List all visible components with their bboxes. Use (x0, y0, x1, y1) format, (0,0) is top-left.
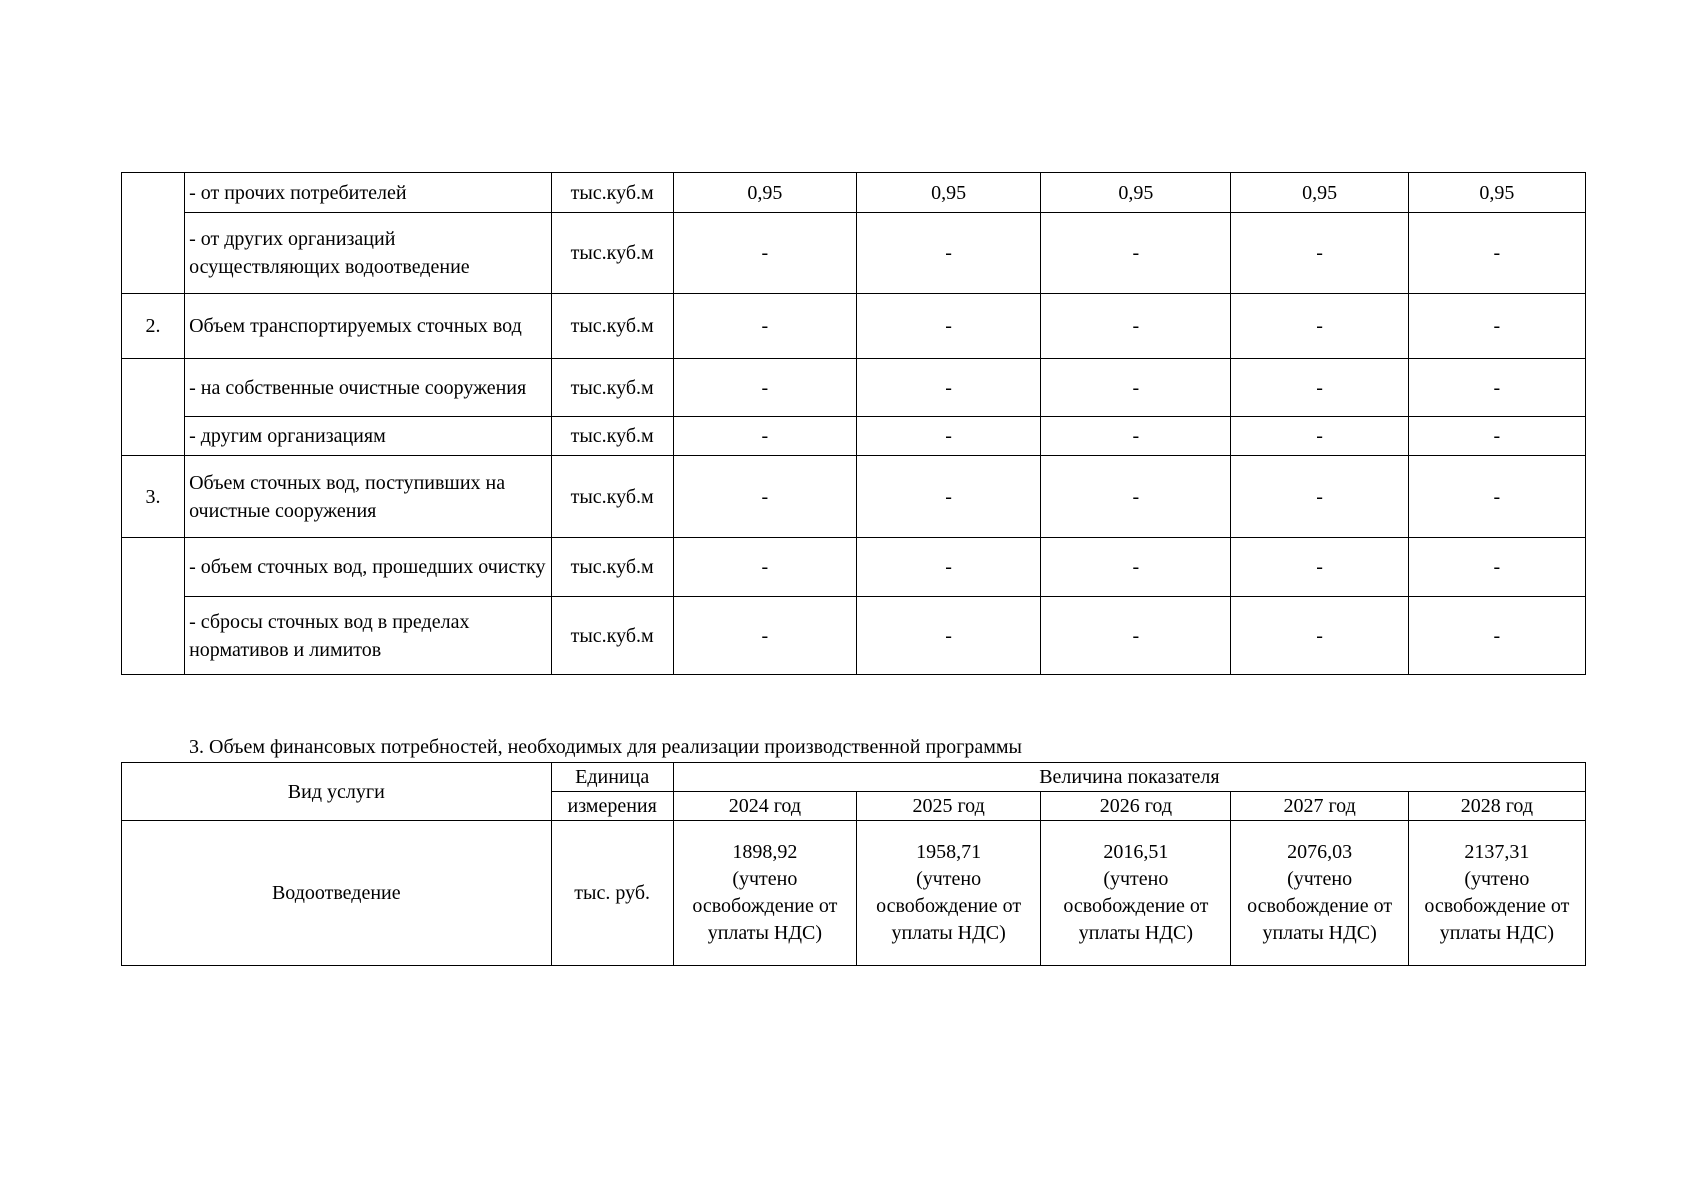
indicator-name-cell: - на собственные очистные сооружения (185, 359, 552, 417)
value-cell: - (1231, 597, 1408, 675)
value-cell: - (856, 456, 1040, 538)
table-row (122, 821, 1586, 966)
value-cell: - (1231, 359, 1408, 417)
value-cell: - (856, 538, 1040, 597)
table-row (122, 597, 1586, 675)
value-cell: - (1408, 213, 1585, 294)
unit-cell: тыс.куб.м (551, 597, 673, 675)
unit-cell: тыс. руб. (551, 821, 673, 966)
unit-cell: тыс.куб.м (551, 456, 673, 538)
value-cell: - (856, 213, 1040, 294)
value-cell: - (856, 359, 1040, 417)
unit-cell: тыс.куб.м (551, 417, 673, 456)
value-cell: - (1041, 597, 1231, 675)
value-cell: 0,95 (673, 173, 856, 213)
value-cell: - (1041, 456, 1231, 538)
value-cell: - (856, 417, 1040, 456)
unit-cell: тыс.куб.м (551, 294, 673, 359)
row-number-cell (122, 538, 185, 675)
value-cell: 2016,51 (учтено освобождение от уплаты НДС) (1041, 821, 1231, 966)
unit-header-line2: измерения (551, 792, 673, 821)
unit-header-line1: Единица (551, 763, 673, 792)
value-cell: 0,95 (1231, 173, 1408, 213)
value-cell: - (1041, 417, 1231, 456)
row-number-cell: 2. (122, 294, 185, 359)
value-cell: - (856, 597, 1040, 675)
unit-cell: тыс.куб.м (551, 213, 673, 294)
value-cell: 0,95 (1041, 173, 1231, 213)
value-cell: - (1231, 417, 1408, 456)
value-cell: - (1408, 294, 1585, 359)
value-cell: - (1408, 417, 1585, 456)
unit-cell: тыс.куб.м (551, 359, 673, 417)
value-cell: - (1408, 597, 1585, 675)
value-group-header: Величина показателя (673, 763, 1585, 792)
table-row (122, 538, 1586, 597)
value-cell: - (1041, 294, 1231, 359)
section-heading: 3. Объем финансовых потребностей, необходимых для реализации производственной программы (189, 736, 1022, 758)
value-cell: - (1231, 456, 1408, 538)
row-number-cell (122, 173, 185, 294)
value-cell: - (1231, 538, 1408, 597)
table-row (122, 456, 1586, 538)
indicator-name-cell: - от других организаций осуществляющих водоотведение (185, 213, 552, 294)
financial-needs-table (121, 762, 1586, 966)
row-number-cell: 3. (122, 456, 185, 538)
unit-cell: тыс.куб.м (551, 173, 673, 213)
value-cell: 0,95 (856, 173, 1040, 213)
header-row (122, 763, 1586, 792)
year-header: 2024 год (673, 792, 856, 821)
value-cell: - (673, 359, 856, 417)
value-cell: - (673, 456, 856, 538)
indicator-name-cell: - объем сточных вод, прошедших очистку (185, 538, 552, 597)
wastewater-volume-table (121, 172, 1586, 675)
unit-cell: тыс.куб.м (551, 538, 673, 597)
value-cell: - (1408, 538, 1585, 597)
service-type-header: Вид услуги (122, 763, 552, 821)
indicator-name-cell: - от прочих потребителей (185, 173, 552, 213)
value-cell: - (1408, 456, 1585, 538)
value-cell: - (673, 417, 856, 456)
table-row (122, 213, 1586, 294)
value-cell: - (673, 597, 856, 675)
value-cell: - (1408, 359, 1585, 417)
service-name-cell: Водоотведение (122, 821, 552, 966)
value-cell: 2137,31 (учтено освобождение от уплаты НДС) (1408, 821, 1585, 966)
value-cell: - (1041, 213, 1231, 294)
value-cell: - (673, 294, 856, 359)
year-header: 2027 год (1231, 792, 1408, 821)
table-row (122, 173, 1586, 213)
indicator-name-cell: Объем транспортируемых сточных вод (185, 294, 552, 359)
year-header: 2028 год (1408, 792, 1585, 821)
value-cell: - (1041, 538, 1231, 597)
indicator-name-cell: Объем сточных вод, поступивших на очистные сооружения (185, 456, 552, 538)
indicator-name-cell: - другим организациям (185, 417, 552, 456)
table-row (122, 417, 1586, 456)
value-cell: - (1231, 213, 1408, 294)
value-cell: - (673, 538, 856, 597)
value-cell: 1958,71 (учтено освобождение от уплаты НДС) (856, 821, 1040, 966)
value-cell: - (1041, 359, 1231, 417)
year-header: 2026 год (1041, 792, 1231, 821)
year-header: 2025 год (856, 792, 1040, 821)
row-number-cell (122, 359, 185, 456)
value-cell: - (856, 294, 1040, 359)
value-cell: 0,95 (1408, 173, 1585, 213)
value-cell: - (1231, 294, 1408, 359)
indicator-name-cell: - сбросы сточных вод в пределах нормативов и лимитов (185, 597, 552, 675)
value-cell: - (673, 213, 856, 294)
value-cell: 2076,03 (учтено освобождение от уплаты НДС) (1231, 821, 1408, 966)
table-row (122, 359, 1586, 417)
table-row (122, 294, 1586, 359)
value-cell: 1898,92 (учтено освобождение от уплаты НДС) (673, 821, 856, 966)
